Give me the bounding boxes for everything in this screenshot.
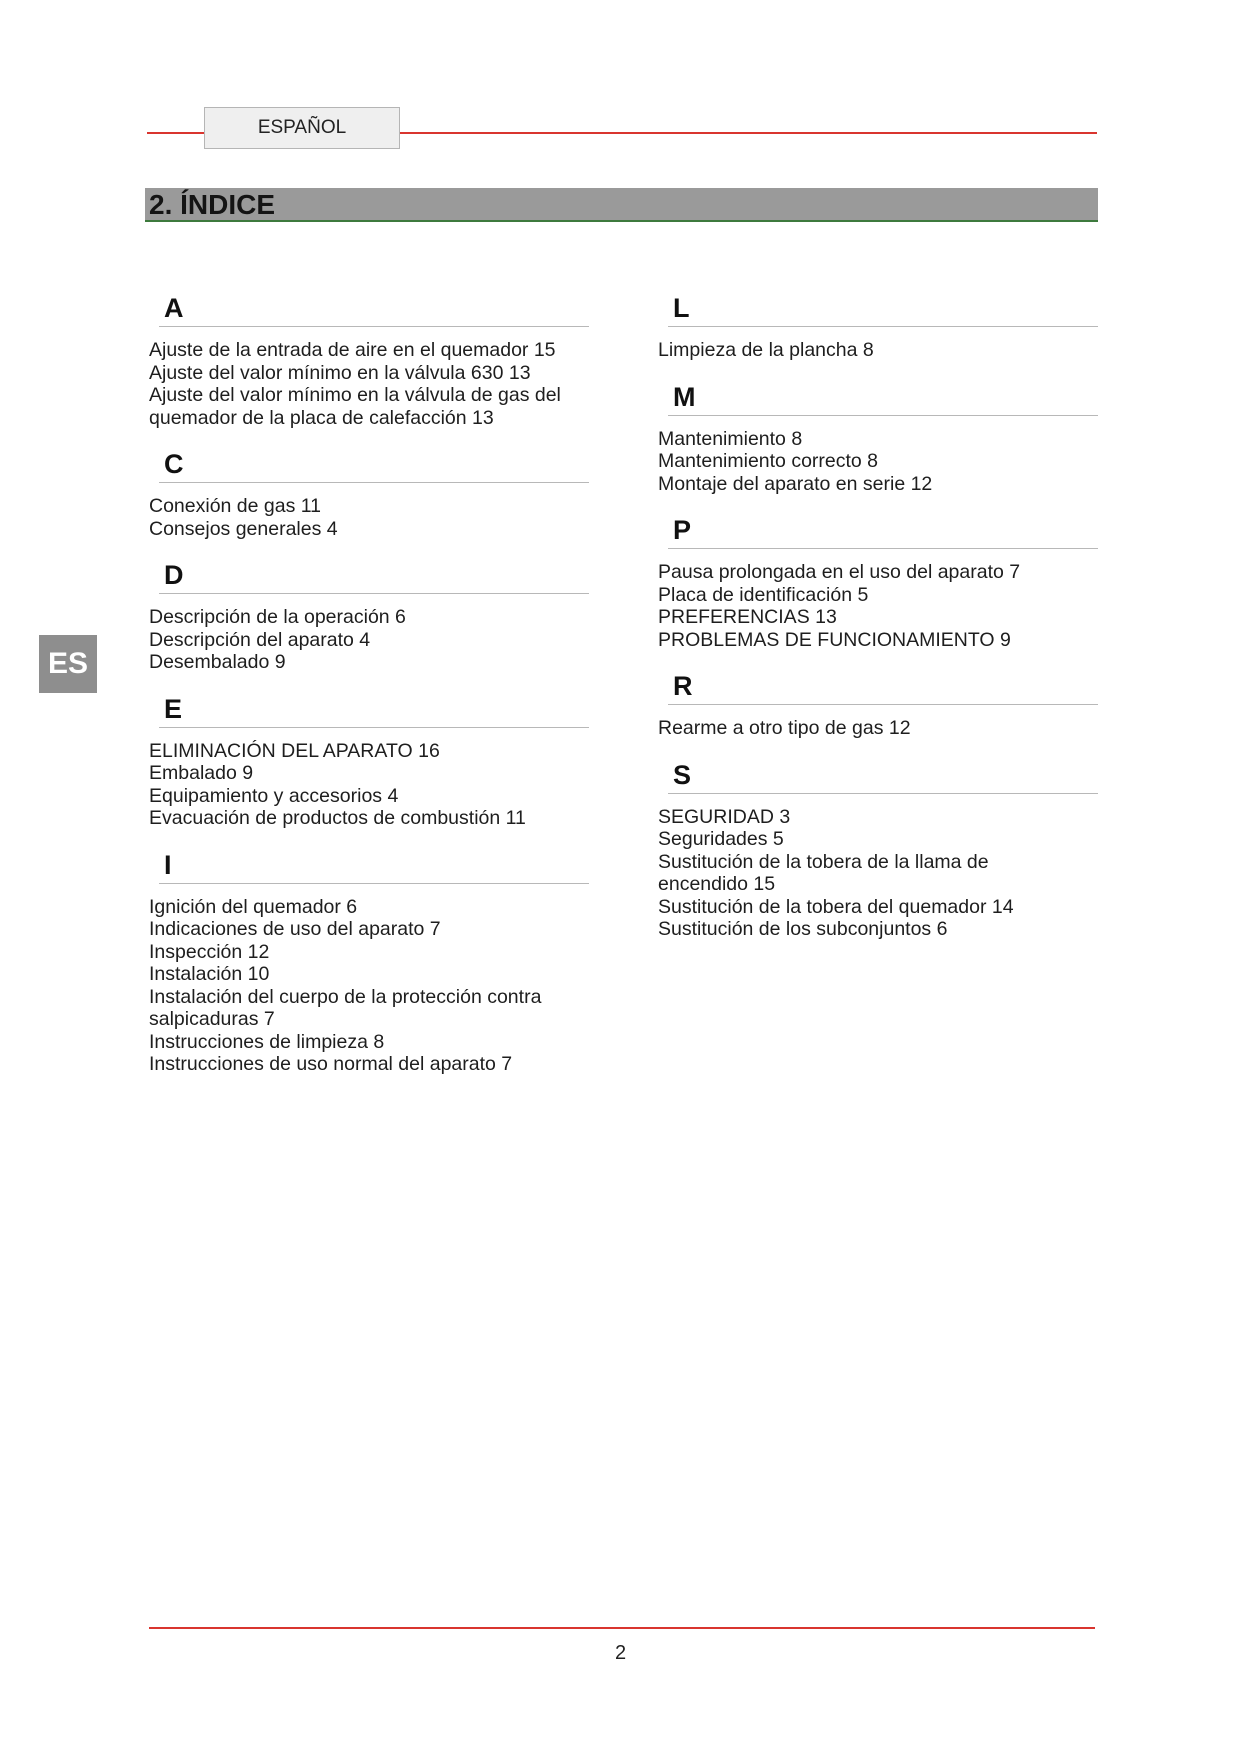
index-letter-heading xyxy=(159,842,589,884)
index-entry-list xyxy=(658,549,1098,663)
index-entry-list xyxy=(149,327,589,441)
index-letter: M xyxy=(673,381,696,412)
index-entry: Descripción de la operación 6 xyxy=(149,606,406,628)
index-entry: Ignición del quemador 6 xyxy=(149,895,358,918)
index-entry: Indicaciones de uso del aparato 7 xyxy=(149,918,441,940)
index-entry-list xyxy=(149,483,589,552)
index-entry: Instrucciones de limpieza 8 xyxy=(149,1030,385,1053)
index-entry: Seguridades 5 xyxy=(658,828,784,850)
index-letter: R xyxy=(673,671,693,701)
index-letter: C xyxy=(164,449,184,479)
index-entry: Sustitución de la tobera de la llama de xyxy=(658,850,989,873)
index-entry-list xyxy=(658,327,1098,374)
index-entry: Consejos generales 4 xyxy=(149,517,338,540)
index-entry: Pausa prolongada en el uso del aparato 7 xyxy=(658,561,1021,583)
index-entry-list xyxy=(149,728,589,842)
index-entry: Placa de identificación 5 xyxy=(658,583,869,606)
index-entry: Mantenimiento 8 xyxy=(658,427,803,450)
index-entry: Conexión de gas 11 xyxy=(149,495,322,517)
index-entry: ELIMINACIÓN DEL APARATO 16 xyxy=(149,739,440,762)
index-column-left xyxy=(149,285,589,1088)
index-entry: Inspección 12 xyxy=(149,940,270,963)
index-letter-heading xyxy=(668,663,1098,705)
section-title-bar xyxy=(145,188,1098,222)
index-column-right xyxy=(658,285,1098,953)
index-entry: Ajuste de la entrada de aire en el quemador 15 xyxy=(149,339,556,361)
index-entry-list xyxy=(658,416,1098,508)
index-entry: Instalación del cuerpo de la protección contra xyxy=(149,985,542,1008)
index-letter-heading xyxy=(159,285,589,327)
index-entry: Limpieza de la plancha 8 xyxy=(658,339,874,361)
index-entry: Ajuste del valor mínimo en la válvula de gas del xyxy=(149,384,561,406)
index-entry: Sustitución de la tobera del quemador 14 xyxy=(658,895,1014,918)
index-letter-heading xyxy=(668,285,1098,327)
index-letter: P xyxy=(673,515,692,545)
index-letter-heading xyxy=(159,686,589,728)
index-entry: PROBLEMAS DE FUNCIONAMIENTO 9 xyxy=(658,628,1011,651)
footer-rule xyxy=(149,1627,1095,1629)
index-letter: L xyxy=(673,293,690,323)
index-entry: Sustitución de los subconjuntos 6 xyxy=(658,918,948,940)
index-entry: Rearme a otro tipo de gas 12 xyxy=(658,717,911,739)
index-entry-list xyxy=(658,794,1098,953)
index-entry-list xyxy=(658,705,1098,752)
index-entry: SEGURIDAD 3 xyxy=(658,805,791,828)
index-letter-heading xyxy=(668,374,1098,416)
language-side-tab: ES xyxy=(39,635,97,693)
index-entry-list xyxy=(149,594,589,686)
index-entry: Embalado 9 xyxy=(149,762,254,784)
index-entry: encendido 15 xyxy=(658,873,776,895)
index-entry: Evacuación de productos de combustión 11 xyxy=(149,807,526,829)
page-number: 2 xyxy=(614,1642,627,1664)
index-letter: D xyxy=(164,560,184,590)
index-entry: Mantenimiento correcto 8 xyxy=(658,450,879,472)
index-letter: I xyxy=(164,849,172,880)
index-entry: salpicaduras 7 xyxy=(149,1008,275,1030)
index-entry: Desembalado 9 xyxy=(149,651,286,673)
index-entry: PREFERENCIAS 13 xyxy=(658,606,837,628)
index-entry: Instrucciones de uso normal del aparato 7 xyxy=(149,1053,513,1075)
index-entry: Descripción del aparato 4 xyxy=(149,628,371,651)
index-letter: S xyxy=(673,759,692,790)
index-entry: Ajuste del valor mínimo en la válvula 630 13 xyxy=(149,361,531,384)
page-title: 2. ÍNDICE xyxy=(149,189,276,220)
index-letter: E xyxy=(164,693,183,724)
language-tab: ESPAÑOL xyxy=(204,107,400,149)
index-entry: Montaje del aparato en serie 12 xyxy=(658,472,933,495)
index-entry-list xyxy=(149,884,589,1088)
index-letter: A xyxy=(164,293,184,323)
index-letter-heading xyxy=(159,552,589,594)
index-entry: Instalación 10 xyxy=(149,963,270,985)
index-entry: quemador de la placa de calefacción 13 xyxy=(149,406,494,429)
index-entry: Equipamiento y accesorios 4 xyxy=(149,784,399,807)
index-letter-heading xyxy=(668,752,1098,794)
index-letter-heading xyxy=(159,441,589,483)
index-letter-heading xyxy=(668,507,1098,549)
